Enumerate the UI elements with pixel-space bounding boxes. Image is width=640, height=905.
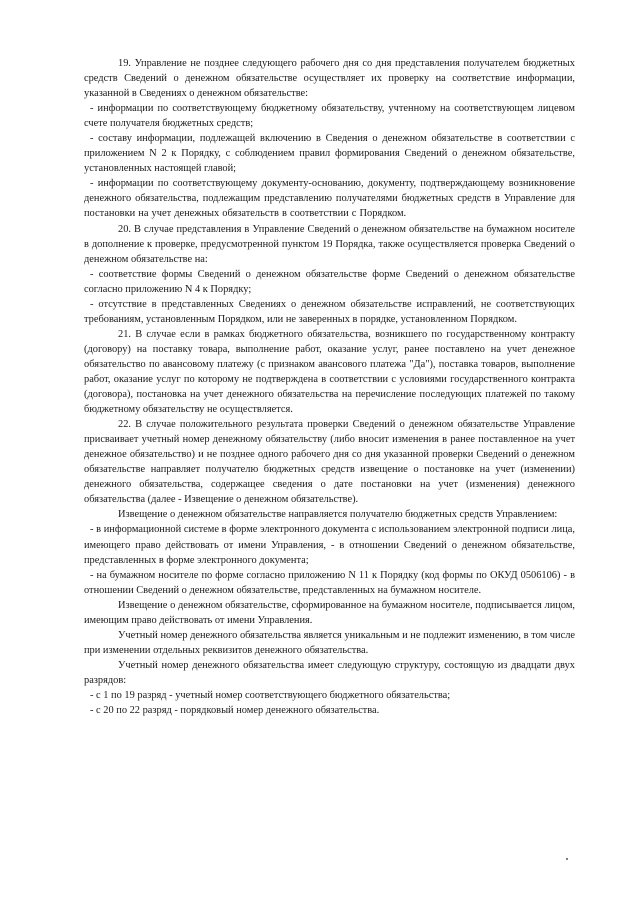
paragraph-20: 20. В случае представления в Управление Сведений о денежном обязательстве на бумажном носителе в дополнение к проверке, предусмотренной пунктом 19 Порядка, также осуществляется проверка Сведений о денежном обязательстве на: — [84, 223, 575, 265]
scan-speck — [566, 858, 568, 860]
list-item: - в информационной системе в форме электронного документа с использованием электронной подписи лица, имеющего право действовать от имени Управления, - в отношении Сведений о денежном обязательстве, представленных в форме электронного документа; — [84, 524, 575, 566]
list-item: - информации по соответствующему бюджетному обязательству, учтенному на соответствующем лицевом счете получателя бюджетных средств; — [84, 103, 575, 130]
list-item: - с 1 по 19 разряд - учетный номер соответствующего бюджетного обязательства; — [90, 689, 451, 701]
paragraph: Учетный номер денежного обязательства имеет следующую структуру, состоящую из двадцати двух разрядов: — [84, 659, 575, 686]
paragraph-21: 21. В случае если в рамках бюджетного обязательства, возникшего по государственному контракту (договору) на поставку товара, выполнение работ, оказание услуг, ранее поставлено на учет денежное обязательство по авансовому платежу (с признаком авансового платежа "Да"), поставка товаров, выполнение работ, оказание услуг по которому не подтверждена в соответствии с условиями государственного контракта (договора), постановка на учет денежного обязательства на перечисление последующих платежей по такому бюджетному обязательству не осуществляется. — [84, 328, 575, 416]
list-item: - с 20 по 22 разряд - порядковый номер денежного обязательства. — [90, 705, 380, 717]
document-body — [84, 56, 575, 718]
paragraph-22: 22. В случае положительного результата проверки Сведений о денежном обязательстве Управление присваивает учетный номер денежному обязательству (либо вносит изменения в ранее поставленное на учет денежное обязательство) и не позднее одного рабочего дня со дня указанной проверки Сведений о денежном обязательстве направляет получателю бюджетных средств извещение о постановке на учет (изменении) денежного обязательства, содержащее сведения о дате постановки на учет (изменения) денежного обязательства (далее - Извещение о денежном обязательстве). — [84, 419, 575, 506]
paragraph: Учетный номер денежного обязательства является уникальным и не подлежит изменению, в том числе при изменении отдельных реквизитов денежного обязательства. — [84, 629, 575, 656]
list-item: - отсутствие в представленных Сведениях о денежном обязательстве исправлений, не соответствующих требованиям, установленным Порядком, или не заверенных в порядке, установленном Порядком. — [84, 298, 575, 325]
list-item: - информации по соответствующему документу-основанию, документу, подтверждающему возникновение денежного обязательства, подлежащим представлению получателями бюджетных средств в Управление для постановки на учет денежных обязательств в соответствии с Порядком. — [84, 178, 575, 220]
list-item: - соответствие формы Сведений о денежном обязательстве форме Сведений о денежном обязательстве согласно приложению N 4 к Порядку; — [84, 268, 575, 295]
paragraph: Извещение о денежном обязательстве направляется получателю бюджетных средств Управлением: — [118, 509, 558, 521]
paragraph-19: 19. Управление не позднее следующего рабочего дня со дня представления получателем бюджетных средств Сведений о денежном обязательстве осуществляет их проверку на соответствие информации, указанной в Сведениях о денежном обязательстве: — [84, 58, 575, 100]
paragraph: Извещение о денежном обязательстве, сформированное на бумажном носителе, подписывается лицом, имеющим право действовать от имени Управления. — [84, 599, 575, 626]
list-item: - на бумажном носителе по форме согласно приложению N 11 к Порядку (код формы по ОКУД 0506106) - в отношении Сведений о денежном обязательстве, представленных на бумажном носителе. — [84, 569, 575, 596]
list-item: - составу информации, подлежащей включению в Сведения о денежном обязательстве в соответствии с приложением N 2 к Порядку, с соблюдением правил формирования Сведений о денежном обязательстве, установленных настоящей главой; — [84, 133, 575, 175]
